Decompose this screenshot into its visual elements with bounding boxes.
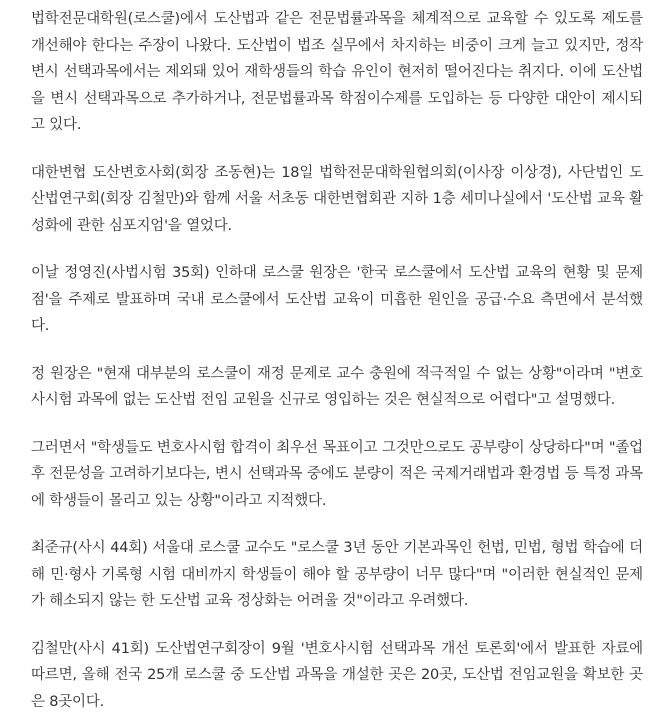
article-paragraph: 김철만(사시 41회) 도산법연구회장이 9월 '변호사시험 선택과목 개선 토론회'에서 발표한 자료에 따르면, 올해 전국 25개 로스쿨 중 도산법 과목을 개설한 곳은 20곳, 도산법 전임교원을 확보한 곳은 8곳이다. <box>31 636 643 715</box>
article-paragraph: 대한변협 도산변호사회(회장 조동현)는 18일 법학전문대학원협의회(이사장 이상경), 사단법인 도산법연구회(회장 김철만)와 함께 서울 서초동 대한변협회관 지하 1층 세미나실에서 '도산법 교육 활성화에 관한 심포지엄'을 열었다. <box>31 160 643 240</box>
article-paragraph: 최준규(사시 44회) 서울대 로스쿨 교수도 "로스쿨 3년 동안 기본과목인 헌법, 민법, 형법 학습에 더해 민·형사 기록형 시험 대비까지 학생들이 해야 할 공부량이 너무 많다"며 "이러한 현실적인 문제가 해소되지 않는 한 도산법 교육 정상화는 어려울 것"이라고 우려했다. <box>31 535 643 615</box>
article-paragraph: 그러면서 "학생들도 변호사시험 합격이 최우선 목표이고 그것만으로도 공부량이 상당하다"며 "졸업 후 전문성을 고려하기보다는, 변시 선택과목 중에도 분량이 적은 국제거래법과 환경법 등 특정 과목에 학생들이 몰리고 있는 상황"이라고 지적했다. <box>31 435 643 515</box>
article-paragraph: 정 원장은 "현재 대부분의 로스쿨이 재정 문제로 교수 충원에 적극적일 수 없는 상황"이라며 "변호사시험 과목에 없는 도산법 전임 교원을 신규로 영입하는 것은 현실적으로 어렵다"고 설명했다. <box>31 361 643 414</box>
article-paragraph: 이날 정영진(사법시험 35회) 인하대 로스쿨 원장은 '한국 로스쿨에서 도산법 교육의 현황 및 문제점'을 주제로 발표하며 국내 로스쿨에서 도산법 교육이 미흡한 원인을 공급·수요 측면에서 분석했다. <box>31 260 643 340</box>
article-paragraph: 법학전문대학원(로스쿨)에서 도산법과 같은 전문법률과목을 체계적으로 교육할 수 있도록 제도를 개선해야 한다는 주장이 나왔다. 도산법이 법조 실무에서 차지하는 비중이 크게 늘고 있지만, 정작 변시 선택과목에서는 제외돼 있어 재학생들의 학습 유인이 현저히 떨어진다는 취지다. 이에 도산법을 변시 선택과목으로 추가하거나, 전문법률과목 학점이수제를 도입하는 등 다양한 대안이 제시되고 있다. <box>31 6 643 139</box>
